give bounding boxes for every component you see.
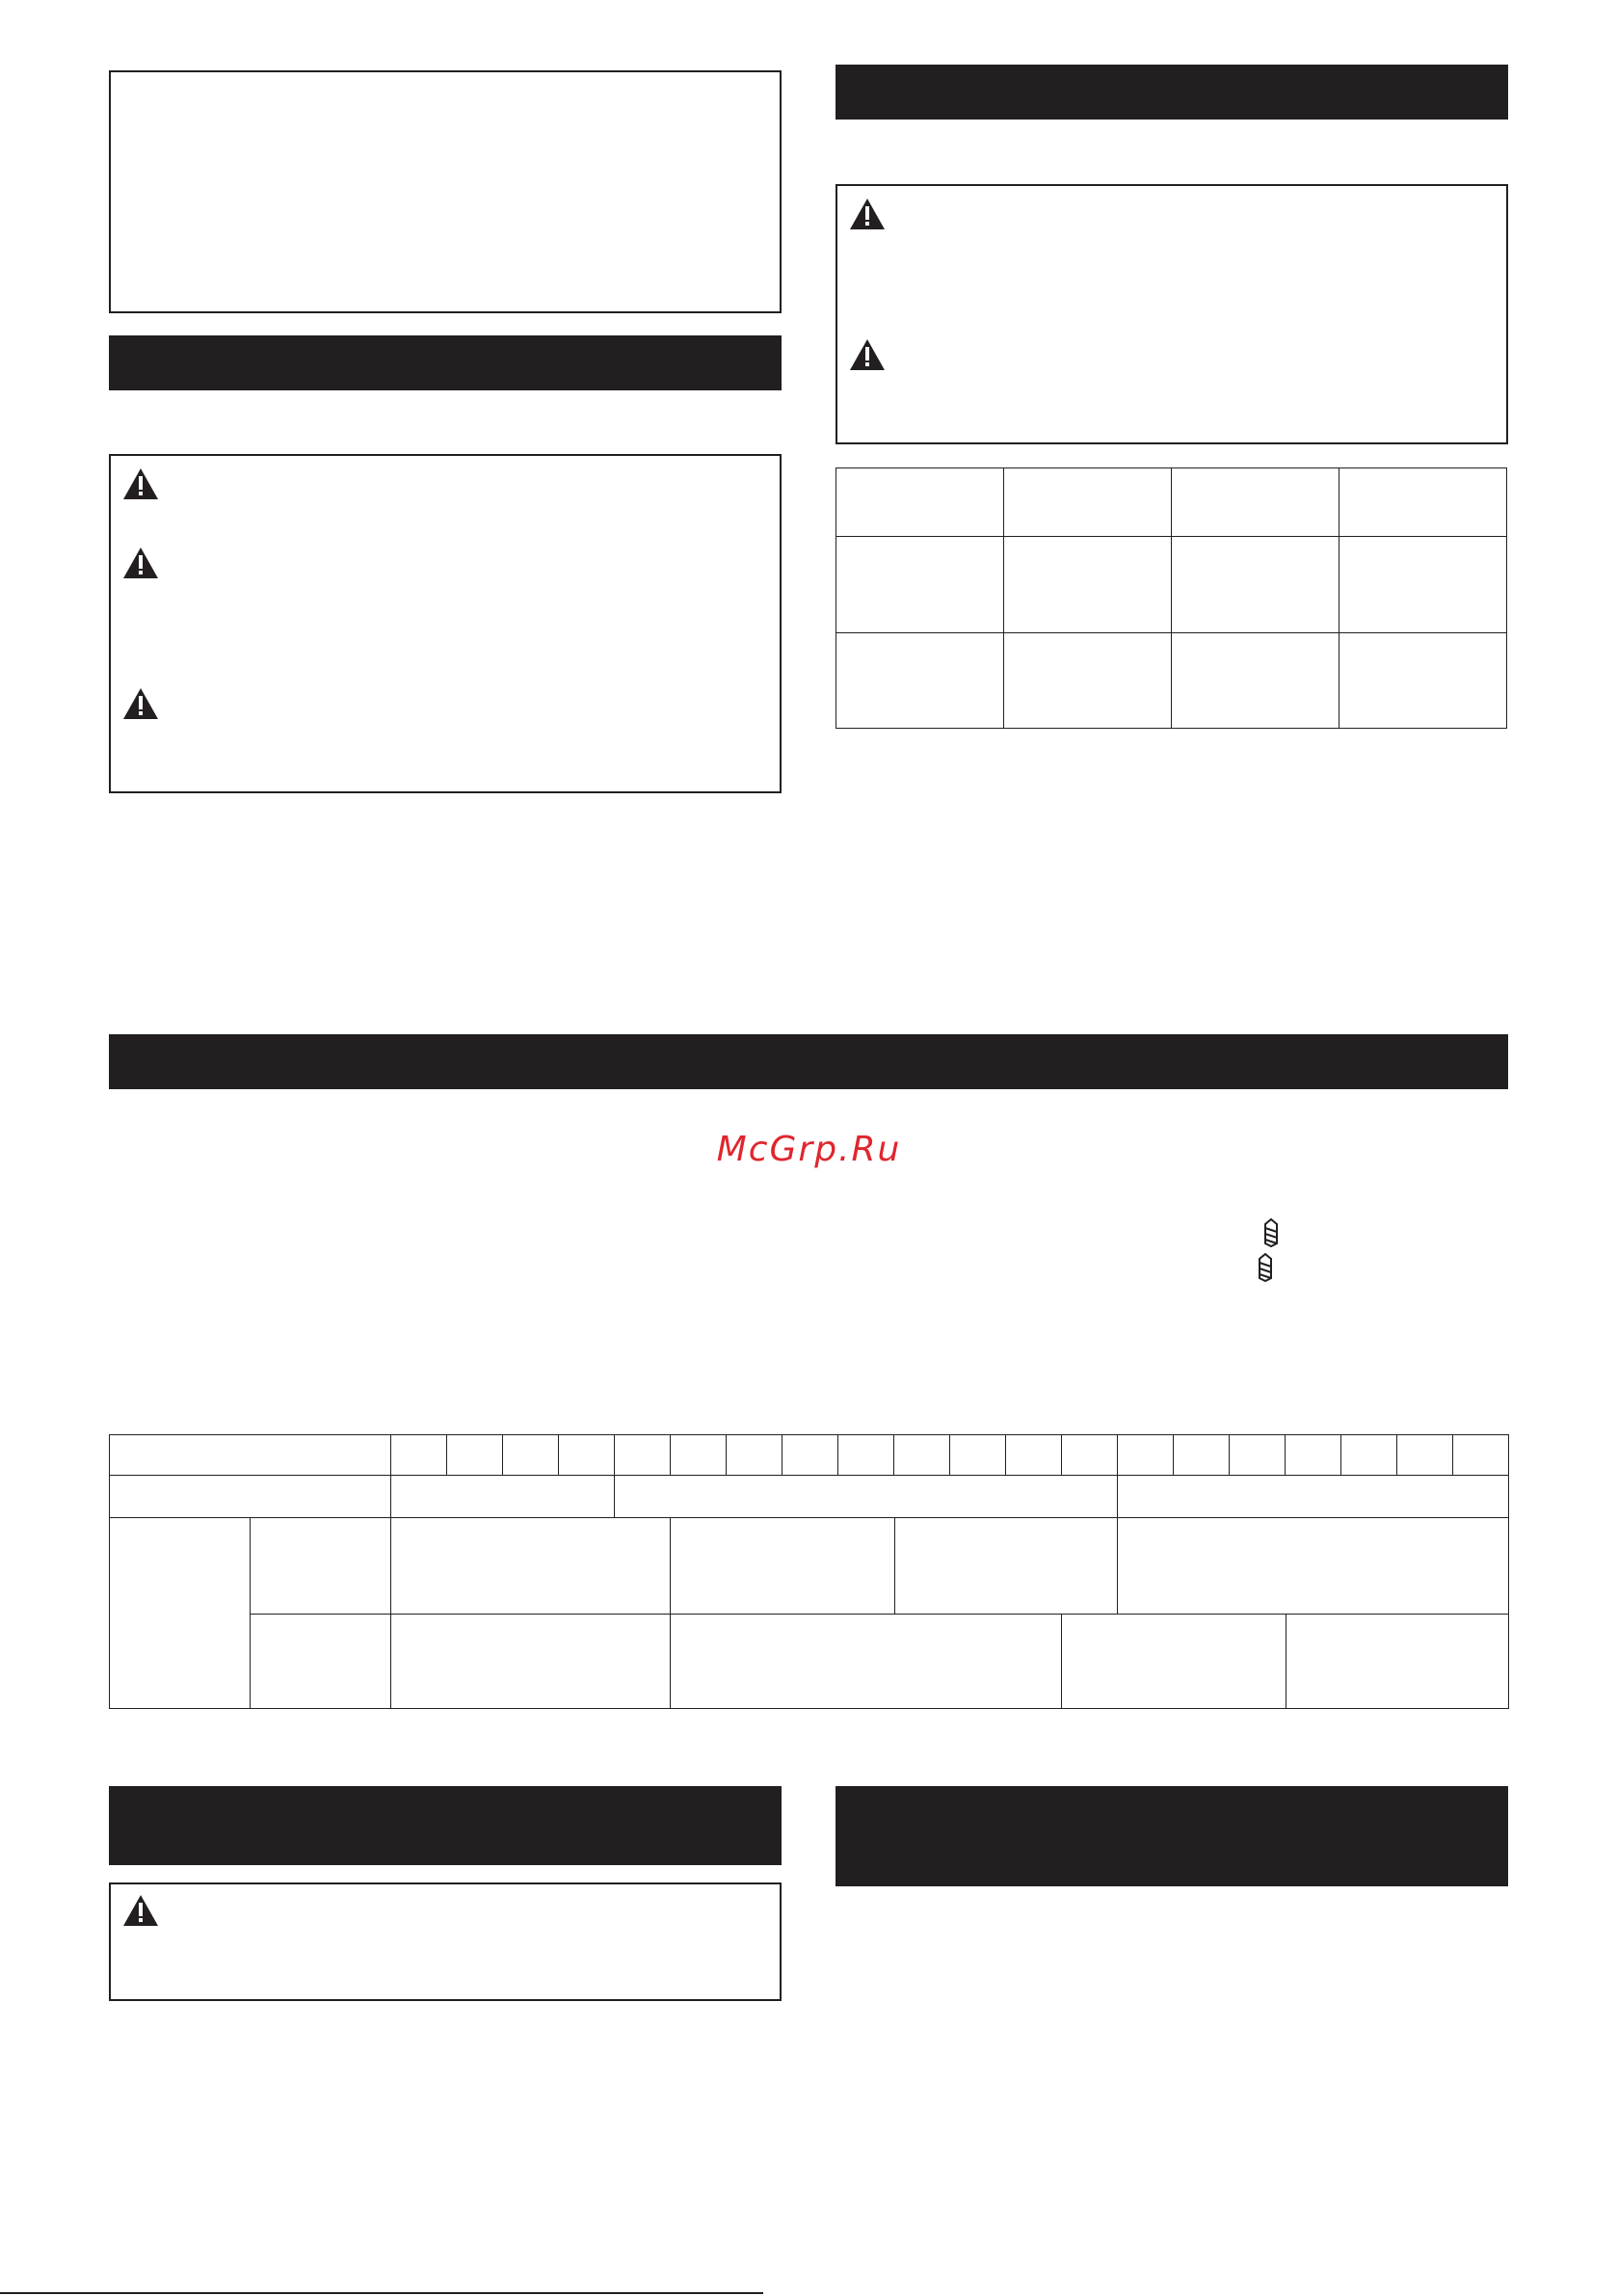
section-header-left-2 xyxy=(109,1786,782,1865)
table-cell xyxy=(1229,1434,1286,1476)
table-cell xyxy=(893,1434,950,1476)
warning-box-right xyxy=(836,184,1508,444)
section-header-left-1 xyxy=(109,335,782,390)
table-cell xyxy=(894,1517,1118,1615)
table-cell xyxy=(1117,1434,1174,1476)
warning-triangle-icon xyxy=(849,198,886,230)
table-cell xyxy=(726,1434,782,1476)
warning-triangle-icon xyxy=(122,687,159,720)
table-cell xyxy=(1003,467,1172,537)
table-cell xyxy=(1171,467,1339,537)
table-cell xyxy=(1061,1434,1118,1476)
table-cell xyxy=(1339,467,1507,537)
table-cell xyxy=(1452,1434,1509,1476)
table-cell xyxy=(446,1434,503,1476)
section-header-right-2 xyxy=(836,1786,1508,1886)
table-cell xyxy=(1061,1614,1286,1709)
table-cell xyxy=(390,1614,671,1709)
table-cell xyxy=(1171,632,1339,729)
table-cell xyxy=(1003,632,1172,729)
drill-bit-icon xyxy=(1261,1218,1281,1247)
notice-box-top-left xyxy=(109,70,782,313)
table-cell xyxy=(614,1475,1118,1518)
table-cell xyxy=(558,1434,615,1476)
table-cell xyxy=(614,1434,671,1476)
table-cell xyxy=(1286,1614,1509,1709)
table-cell xyxy=(837,1434,894,1476)
table-cell xyxy=(1339,632,1507,729)
table-cell xyxy=(250,1517,391,1615)
table-cell xyxy=(390,1517,671,1615)
table-cell xyxy=(109,1475,391,1518)
table-cell xyxy=(1340,1434,1397,1476)
table-cell xyxy=(390,1475,615,1518)
table-cell xyxy=(502,1434,559,1476)
warning-triangle-icon xyxy=(122,467,159,500)
warning-triangle-icon xyxy=(122,547,159,579)
table-cell xyxy=(670,1434,727,1476)
table-cell xyxy=(250,1614,391,1709)
footer-rule xyxy=(0,2292,763,2294)
table-cell xyxy=(836,536,1004,633)
table-cell xyxy=(1285,1434,1341,1476)
table-cell xyxy=(782,1434,838,1476)
table-cell xyxy=(949,1434,1006,1476)
table-cell xyxy=(390,1434,447,1476)
warning-box-bottom-left xyxy=(109,1882,782,2001)
table-cell xyxy=(1005,1434,1062,1476)
table-cell xyxy=(670,1517,895,1615)
table-cell xyxy=(836,632,1004,729)
table-cell xyxy=(1339,536,1507,633)
table-cell xyxy=(1117,1517,1509,1615)
warning-box-left xyxy=(109,454,782,793)
table-cell xyxy=(1171,536,1339,633)
table-cell xyxy=(109,1434,391,1476)
table-cell xyxy=(1173,1434,1230,1476)
section-header-full xyxy=(109,1034,1508,1089)
section-header-right-1 xyxy=(836,65,1508,120)
warning-triangle-icon xyxy=(849,338,886,371)
table-cell xyxy=(109,1517,251,1709)
table-cell xyxy=(1396,1434,1453,1476)
watermark: McGrp.Ru xyxy=(716,1130,902,1169)
table-cell xyxy=(1117,1475,1509,1518)
table-cell xyxy=(836,467,1004,537)
drill-bit-icon xyxy=(1256,1253,1275,1282)
warning-triangle-icon xyxy=(122,1894,159,1927)
table-cell xyxy=(670,1614,1062,1709)
table-cell xyxy=(1003,536,1172,633)
